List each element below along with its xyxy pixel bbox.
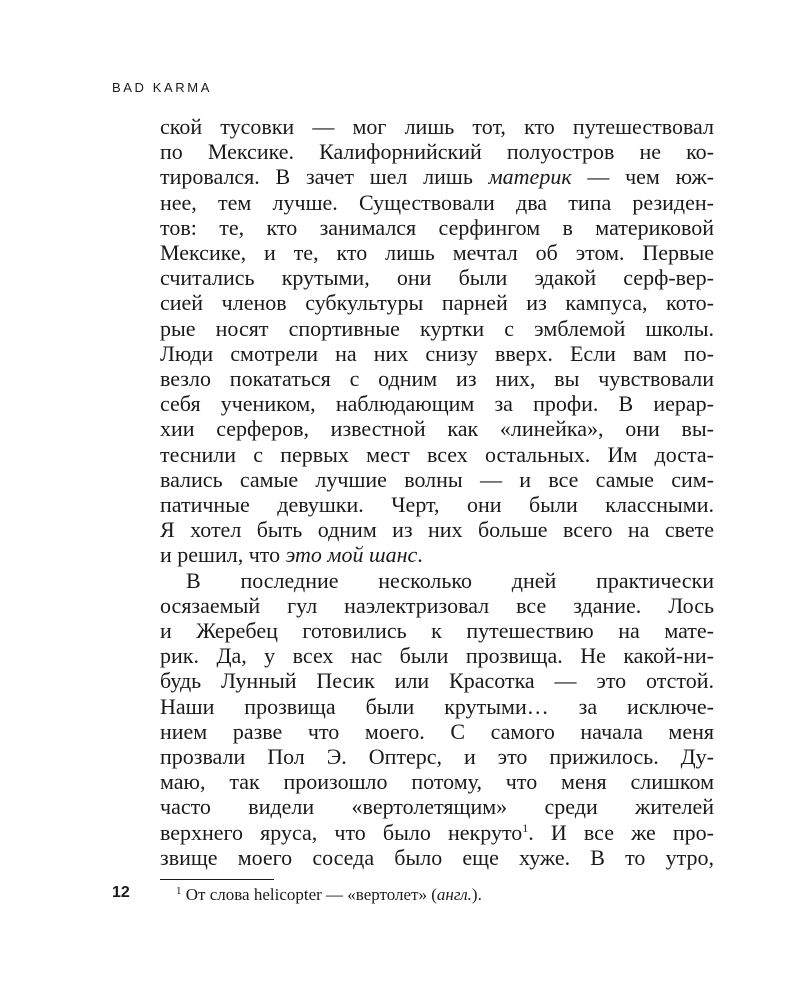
text-line: осязаемый гул наэлектризовал все здание. Лось bbox=[160, 592, 714, 618]
text-line: верхнего яруса, что было некруто$^1$. И все же про- bbox=[160, 819, 714, 845]
text-line: и решил, что это мой шанс. bbox=[160, 542, 423, 568]
text-line: тов: те, кто занимался серфингом в материковой bbox=[160, 214, 714, 240]
footnote-reference[interactable]: 1 bbox=[522, 820, 529, 835]
text-line: теснили с первых мест всех остальных. Им доста- bbox=[160, 441, 714, 467]
text-line: звище моего соседа было еще хуже. В то утро, bbox=[160, 844, 714, 870]
text-line: патичные девушки. Черт, они были классными. bbox=[160, 492, 714, 518]
text-line: считались крутыми, они были эдакой серф-вер- bbox=[160, 265, 714, 291]
text-line: Я хотел быть одним из них больше всего на свете bbox=[160, 517, 714, 543]
text-line: нее, тем лучше. Существовали два типа резиден- bbox=[160, 189, 714, 215]
text-line: нием разве что моего. С самого начала меня bbox=[160, 718, 714, 744]
text-line: вались самые лучшие волны — и все самые сим- bbox=[160, 466, 714, 492]
text-line: по Мексике. Калифорнийский полуостров не ко- bbox=[160, 139, 714, 165]
text-line: себя учеником, наблюдающим за профи. В иерар- bbox=[160, 391, 714, 417]
text-line: ской тусовки — мог лишь тот, кто путешествовал bbox=[160, 114, 714, 139]
text-line: сией членов субкультуры парней из кампуса, кото- bbox=[160, 290, 714, 316]
text-line: Наши прозвища были крутыми… за исключе- bbox=[160, 693, 714, 719]
text-line: везло покататься с одним из них, вы чувствовали bbox=[160, 366, 714, 392]
text-line: Мексике, и те, кто лишь мечтал об этом. Первые bbox=[160, 240, 714, 266]
paragraph-first-line: В последние несколько дней практически bbox=[186, 567, 714, 593]
text-line: Люди смотрели на них снизу вверх. Если вам по- bbox=[160, 340, 714, 366]
page-number: 12 bbox=[112, 884, 130, 901]
text-line: часто видели «вертолетящим» среди жителей bbox=[160, 794, 714, 820]
footnote-divider bbox=[160, 879, 274, 880]
text-line: маю, так произошло потому, что меня слишком bbox=[160, 769, 714, 795]
text-line: хии серферов, известной как «линейка», они вы- bbox=[160, 416, 714, 442]
footnote: $^1$ От слова helicopter — «вертолет» (англ.). bbox=[176, 885, 482, 904]
text-line: будь Лунный Песик или Красотка — это отстой. bbox=[160, 668, 714, 694]
italic-emphasis: англ. bbox=[436, 885, 472, 904]
text-line: рик. Да, у всех нас были прозвища. Не какой-ни- bbox=[160, 643, 714, 669]
text-line: и Жеребец готовились к путешествию на мате- bbox=[160, 618, 714, 644]
italic-emphasis: материк bbox=[488, 164, 572, 190]
running-head: BAD KARMA bbox=[112, 80, 212, 95]
text-line: тировался. В зачет шел лишь материк — чем юж- bbox=[160, 164, 715, 190]
text-line: рые носят спортивные куртки с эмблемой школы. bbox=[160, 315, 714, 341]
italic-emphasis: это мой шанс bbox=[285, 542, 418, 568]
text-line: прозвали Пол Э. Оптерс, и это прижилось. Ду- bbox=[160, 744, 714, 770]
footnote-mark: 1 bbox=[176, 885, 182, 897]
body-text bbox=[160, 114, 714, 870]
